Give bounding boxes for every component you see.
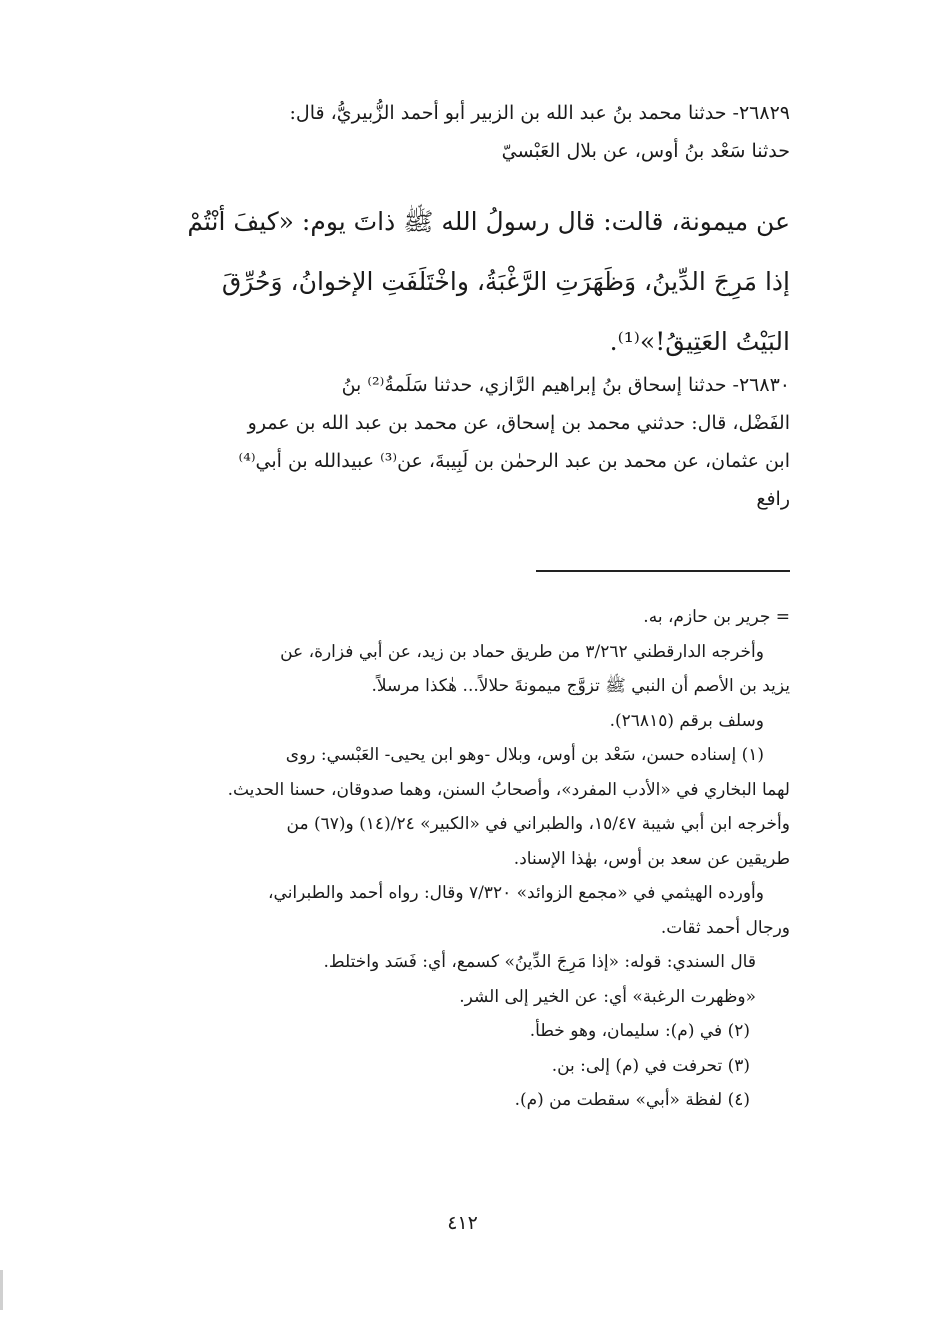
- matn-line: إذا مَرِجَ الدِّينُ، وَظَهَرَتِ الرَّغْبَةُ، واخْتَلَفَتِ الإخوانُ، وَحُرِّقَ: [221, 267, 790, 296]
- hadith-line: الفَضْل، قال: حدثني محمد بن إسحاق، عن محمد بن عبد الله بن عمرو: [247, 412, 790, 434]
- hadith-matn: [138, 192, 790, 372]
- footnote-1-line: (١) إسناده حسن، سَعْد بن أوس، وبلال -وهو ابن يحيى- العَبْسي: روى: [285, 745, 764, 765]
- footnote-2: (٢) في (م): سليمان، وهو خطأ.: [529, 1021, 750, 1041]
- footnote-line: وسلف برقم (٢٦٨١٥).: [609, 710, 764, 731]
- matn-line: عن ميمونة، قالت: قال رسولُ الله ﷺ ذاتَ يوم: «كيفَ أنْتُمْ: [187, 207, 790, 236]
- hadith-line: حدثنا سَعْد بنُ أوس، عن بلال العَبْسيّ: [501, 140, 790, 162]
- footnote-1-line: وأخرجه ابن أبي شيبة ١٥/٤٧، والطبراني في «الكبير» ٢٤/(١٤) و(٦٧) من: [286, 814, 790, 834]
- hadith-line: ابن عثمان، عن محمد بن عبد الرحمٰن بن لَبِيبةَ، عن⁽³⁾ عبيدالله بن أبي⁽⁴⁾: [238, 450, 790, 472]
- footnote-1-line: طريقين عن سعد بن أوس، بهٰذا الإسناد.: [513, 848, 790, 869]
- footnote-line: وأورده الهيثمي في «مجمع الزوائد» ٧/٣٢٠ وقال: رواه أحمد والطبراني،: [268, 883, 764, 903]
- hadith-line: رافع: [756, 488, 790, 510]
- hadith-26830-header: [138, 366, 790, 518]
- footnote-line: وأخرجه الدارقطني ٣/٢٦٢ من طريق حماد بن زيد، عن أبي فزارة، عن: [280, 641, 764, 662]
- footnotes: [138, 600, 790, 1118]
- sindi-line: «وظهرت الرغبة» أي: عن الخير إلى الشر.: [459, 986, 756, 1007]
- footnote-3: (٣) تحرفت في (م) إلى: بن.: [551, 1055, 750, 1076]
- hadith-line: ٢٦٨٢٩- حدثنا محمد بنُ عبد الله بن الزبير أبو أحمد الزُّبيريُّ، قال:: [289, 102, 790, 124]
- footnote-line: يزيد بن الأصم أن النبي ﷺ تزوَّج ميمونةَ حلالاً... هٰكذا مرسلاً.: [371, 676, 790, 696]
- footnote-line: ورجال أحمد ثقات.: [660, 917, 790, 938]
- scan-edge-mark: [0, 1270, 3, 1310]
- hadith-26829-header: [138, 94, 790, 170]
- footnote-1-line: لهما البخاري في «الأدب المفرد»، وأصحابُ السنن، وهما صدوقان، حسنا الحديث.: [227, 779, 790, 800]
- sindi-line: قال السندي: قوله: «إذا مَرِجَ الدِّينُ» كسمع، أي: فَسَد واختلط.: [323, 952, 756, 972]
- footnote-4: (٤) لفظة «أبي» سقطت من (م).: [514, 1090, 750, 1110]
- hadith-line: ٢٦٨٣٠- حدثنا إسحاق بنُ إبراهيم الرَّازي، حدثنا سَلَمةُ⁽²⁾ بنُ: [341, 374, 790, 396]
- footnote-continuation: = جرير بن حازم، به.: [643, 607, 790, 627]
- matn-line: البَيْتُ العَتِيقُ!»⁽¹⁾.: [609, 327, 790, 356]
- footnote-separator: [536, 570, 790, 572]
- page-number: ٤١٢: [447, 1212, 478, 1234]
